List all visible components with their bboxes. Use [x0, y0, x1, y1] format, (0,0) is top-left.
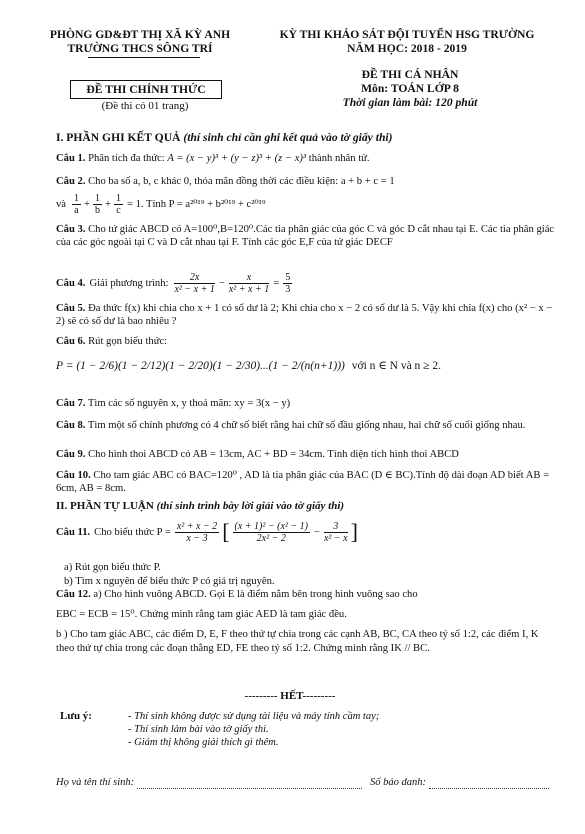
- q4-frac-3: $\frac{5}{3}$: [285, 271, 291, 295]
- q6-formula: P = (1 − 2/6)(1 − 2/12)(1 − 2/20)(1 − 2/30)...(1 − 2/(n(n+1))): [56, 360, 345, 372]
- q12-a: a) Cho hình vuông ABCD. Gọi E là điểm nằm bên trong hình vuông sao cho: [93, 589, 418, 600]
- q11-part-a: a) Rút gọn biểu thức P.: [64, 562, 161, 573]
- note-label: Lưu ý:: [60, 710, 92, 722]
- q4-label: Câu 4.: [56, 277, 86, 289]
- q11-frac-1: $\frac{\text{x² + x − 2}}{x - 3}$: [176, 520, 218, 544]
- q2-and: và: [56, 198, 66, 210]
- department-name: PHÒNG GD&ĐT THỊ XÃ KỲ ANH: [49, 28, 231, 41]
- official-exam-box: ĐỀ THI CHÍNH THỨC: [70, 80, 222, 99]
- exam-title: KỲ THI KHẢO SÁT ĐỘI TUYỂN HSG TRƯỜNG: [279, 28, 535, 41]
- question-3: [56, 223, 558, 249]
- school-name: TRƯỜNG THCS SÔNG TRÍ: [67, 42, 213, 55]
- section2-note: (thí sinh trình bày lời giải vào tờ giấy thi): [156, 500, 345, 512]
- q4-frac-1: $\frac{2x}{\text{x² − x + 1}}$: [174, 271, 215, 295]
- candidate-number-line: [370, 777, 549, 789]
- q1-tail: thành nhân tử.: [308, 153, 370, 164]
- section1-heading: [56, 131, 392, 145]
- note-2: - Thí sinh làm bài vào tờ giấy thi.: [128, 724, 269, 735]
- q6-expression: [56, 360, 556, 373]
- question-4: Câu 4. Giải phương trình: $\frac{2x}{\text{x² − x + 1}}$ − $\frac{x}{\text{x² + x + 1}}$ = $\frac{5}{3}$: [56, 271, 291, 295]
- question-5: [56, 302, 558, 328]
- q7-label: Câu 7.: [56, 398, 86, 409]
- q11-frac-2: $\frac{\text{(x + 1)² − (x² − 1)}}{\text{2x² − 2}}$: [234, 520, 308, 544]
- question-12: [56, 588, 558, 601]
- question-2: [56, 175, 556, 188]
- section2-heading: [56, 500, 344, 513]
- q10-text: Cho tam giác ABC có BAC=120⁰ , AD là tia phân giác của BAC (D ∈ BC).Tính độ dài đoạn AD biết AB = 6cm, AB = 8cm.: [56, 470, 550, 494]
- q5-text: Đa thức f(x) khi chia cho x + 1 có số dư là 2; Khi chia cho x − 2 có số dư là 5. Vậy khi chia f(x) cho (x² − x − 2) sẽ có số dư là bao nhiêu ?: [56, 303, 553, 327]
- q1-formula: A = (x − y)³ + (y − z)³ + (z − x)³: [167, 153, 307, 164]
- q4-text: Giải phương trình:: [89, 277, 169, 289]
- q3-text: Cho tứ giác ABCD có A=100⁰,B=120⁰.Các tia phân giác của góc C và góc D cắt nhau tại E. Các tia phân giác của các góc ngoài tại C và D cắt nhau tại F. Tính các góc E,F của tứ giác DECF: [56, 224, 555, 248]
- school-underline: [88, 57, 200, 58]
- question-6: [56, 335, 556, 348]
- frac-1-a: $\frac{1}{a}$: [74, 192, 79, 216]
- q5-label: Câu 5.: [56, 303, 86, 314]
- q12-a-line2: EBC = ECB = 15⁰. Chứng minh rằng tam giác AED là tam giác đều.: [56, 609, 347, 620]
- question-1: [56, 152, 556, 165]
- q1-text: Phân tích đa thức:: [88, 153, 165, 164]
- q8-text: Tìm một số chính phương có 4 chữ số biết rằng hai chữ số đầu giống nhau, hai chữ số cuối giống nhau.: [87, 420, 526, 431]
- question-10: [56, 469, 558, 495]
- candidate-number-field: [429, 777, 549, 789]
- question-9: [56, 448, 558, 461]
- frac-1-c: $\frac{1}{c}$: [115, 192, 121, 216]
- q2-text: Cho ba số a, b, c khác 0, thỏa mãn đồng thời các điều kiện: a + b + c = 1: [88, 176, 395, 187]
- q12-label: Câu 12.: [56, 589, 91, 600]
- school-year: NĂM HỌC: 2018 - 2019: [347, 42, 467, 55]
- section2-title: II. PHẦN TỰ LUẬN: [56, 500, 154, 512]
- note-3: - Giám thị không giải thích gì thêm.: [128, 737, 279, 748]
- q8-label: Câu 8.: [56, 420, 86, 431]
- candidate-name-label: Họ và tên thí sinh:: [56, 777, 135, 788]
- q12-part-b: b ) Cho tam giác ABC, các điểm D, E, F theo thứ tự chia trong các cạnh AB, BC, CA theo tỷ số 1:2, các điểm I, K theo thứ tự chia trong các đoạn thẳng ED, FE theo tỷ số 1:2. Chứng minh rằng IK // BC.: [56, 629, 539, 654]
- question-8: [56, 419, 558, 432]
- q7-text: Tìm các số nguyên x, y thoả mãn: xy = 3(x − y): [87, 398, 291, 409]
- question-7: [56, 397, 556, 410]
- section1-note: (thí sinh chỉ cần ghi kết quả vào tờ giấy thi): [183, 131, 393, 144]
- q4-frac-2: $\frac{x}{\text{x² + x + 1}}$: [228, 271, 270, 295]
- q11-frac-3: $\frac{3}{\text{x² − x}}$: [323, 520, 348, 544]
- note-1: - Thí sinh không được sử dụng tài liệu và máy tính cầm tay;: [128, 711, 380, 722]
- candidate-number-label: Số báo danh:: [370, 777, 426, 788]
- q2-label: Câu 2.: [56, 176, 86, 187]
- pages-note: (Đề thi có 01 trang): [101, 100, 189, 112]
- q10-label: Câu 10.: [56, 470, 91, 481]
- q11-text: Cho biểu thức P =: [94, 526, 171, 538]
- q1-label: Câu 1.: [56, 153, 86, 164]
- q6-text: Rút gọn biểu thức:: [88, 336, 168, 347]
- question-11: Câu 11. Cho biểu thức P = $\frac{\text{x² + x − 2}}{x - 3}$ [ $\frac{\text{(x + 1)² − (x² − 1)}}{\text{2x² − 2}}$ − $\frac{3}{\text{x² − x}}$ ]: [56, 519, 358, 544]
- q11-label: Câu 11.: [56, 526, 91, 538]
- subject: Môn: TOÁN LỚP 8: [361, 82, 459, 95]
- q6-tail: với n ∈ N và n ≥ 2.: [351, 360, 441, 372]
- time-limit: Thời gian làm bài: 120 phút: [342, 96, 478, 109]
- q2-eq: = 1. Tính P = a²⁰¹⁹ + b²⁰¹⁹ + c²⁰¹⁹: [126, 198, 266, 210]
- q9-label: Câu 9.: [56, 449, 86, 460]
- exam-type: ĐỀ THI CÁ NHÂN: [361, 68, 459, 81]
- q3-label: Câu 3.: [56, 224, 86, 235]
- candidate-name-field: [137, 777, 362, 789]
- q9-text: Cho hình thoi ABCD có AB = 13cm, AC + BD = 34cm. Tính diện tích hình thoi ABCD: [88, 449, 459, 460]
- section1-title: I. PHẦN GHI KẾT QUẢ: [56, 131, 181, 144]
- q6-label: Câu 6.: [56, 336, 86, 347]
- candidate-name-line: [56, 777, 362, 789]
- q11-part-b: b) Tìm x nguyên để biểu thức P có giá trị nguyên.: [64, 576, 275, 587]
- end-marker: --------- HẾT---------: [244, 690, 336, 702]
- frac-1-b: $\frac{1}{b}$: [94, 192, 100, 216]
- question-2-eq: và $\frac{1}{a}$ + $\frac{1}{b}$ + $\frac{1}{c}$ = 1. Tính P = a²⁰¹⁹ + b²⁰¹⁹ + c²⁰¹⁹: [56, 192, 266, 216]
